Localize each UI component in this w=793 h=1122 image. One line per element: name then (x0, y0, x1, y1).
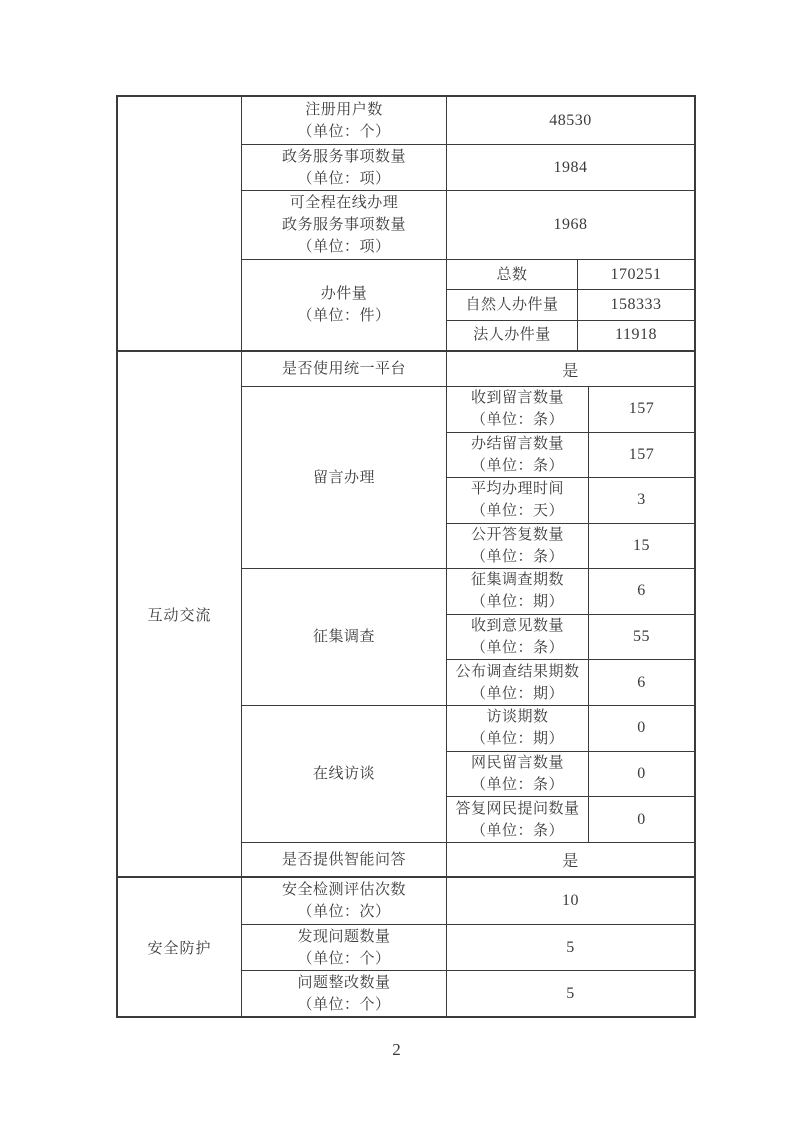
subrow-value: 15 (633, 536, 650, 554)
label-line: 留言办理 (312, 469, 375, 486)
group-transactions (242, 259, 694, 350)
subrow-value: 170251 (610, 265, 662, 283)
subrow-label (447, 615, 589, 660)
label-line: 答复网民提问数量 (455, 800, 580, 817)
unit-line: （单位：期） (470, 731, 564, 748)
row-value: 是 (562, 853, 579, 870)
section-security-body (242, 878, 694, 1016)
subrow-value: 55 (633, 628, 650, 645)
unit-line: （单位：期） (470, 685, 564, 702)
row-label (242, 971, 447, 1016)
subrow-label: 总数 (447, 260, 578, 289)
unit-line: （单位：件） (297, 308, 391, 324)
unit-line: （单位：天） (470, 503, 564, 520)
label-line: 发现问题数量 (297, 928, 391, 945)
subrow-value: 0 (637, 765, 646, 782)
subrow-label: 法人办件量 (447, 321, 578, 350)
label-line: 平均办理时间 (470, 481, 564, 498)
group-label (242, 260, 447, 350)
subrow-average-time (447, 477, 694, 523)
section-services (118, 97, 694, 350)
subrow-netizen-messages (447, 751, 694, 797)
subrow-label (447, 706, 589, 751)
row-label (242, 145, 447, 190)
category-cell-interaction: 互动交流 (118, 352, 242, 876)
subrow-public-replies (447, 523, 694, 569)
section-interaction (118, 350, 694, 876)
category-cell-empty (118, 97, 242, 350)
label-line: 注册用户数 (305, 101, 383, 118)
row-value: 是 (562, 362, 579, 380)
unit-line: （单位：条） (470, 412, 564, 429)
section-security (118, 876, 694, 1016)
subrow-messages-completed (447, 432, 694, 478)
row-label (242, 191, 447, 259)
subrow-opinions-received (447, 614, 694, 660)
row-online-service-items (242, 190, 694, 259)
row-value: 5 (566, 938, 575, 956)
label-line: 征集调查期数 (470, 572, 564, 589)
row-problems-rectified (242, 970, 694, 1016)
group-surveys-body (447, 569, 694, 705)
row-value: 10 (562, 892, 579, 909)
unit-line: （单位：项） (297, 239, 391, 255)
label-line: 可全程在线办理 (289, 195, 399, 211)
row-unified-platform (242, 352, 694, 386)
row-value: 1984 (553, 158, 588, 176)
subrow-value: 0 (637, 810, 646, 828)
row-value: 1968 (553, 216, 588, 233)
unit-line: （单位：个） (297, 123, 391, 140)
row-label (242, 97, 447, 144)
subrow-value: 0 (637, 719, 646, 737)
label-line: 征集调查 (312, 629, 375, 645)
subrow-label (447, 524, 589, 569)
row-service-items (242, 144, 694, 190)
section-interaction-body (242, 352, 694, 876)
label-line: 访谈期数 (486, 709, 549, 726)
label-line: 收到意见数量 (470, 618, 564, 634)
subrow-value: 158333 (610, 295, 662, 313)
subrow-label: 自然人办件量 (447, 290, 578, 319)
label-line: 办件量 (320, 286, 368, 302)
subrow-survey-periods (447, 569, 694, 614)
subrow-legal-person (447, 320, 694, 350)
unit-line: （单位：条） (470, 777, 564, 793)
label-line: 办结留言数量 (470, 435, 564, 452)
unit-line: （单位：条） (470, 548, 564, 565)
subrow-value: 157 (628, 400, 655, 418)
row-value: 5 (566, 984, 575, 1002)
label-line: 网民留言数量 (470, 755, 564, 771)
label-line: 公布调查结果期数 (455, 663, 580, 680)
label-line: 是否提供智能问答 (281, 851, 406, 868)
statistics-table (116, 95, 696, 1018)
subrow-value: 6 (637, 673, 646, 691)
row-security-assessments (242, 878, 694, 924)
subrow-messages-received (447, 387, 694, 432)
group-interviews (242, 705, 694, 842)
group-surveys (242, 568, 694, 705)
subrow-interview-periods (447, 706, 694, 751)
unit-line: （单位：条） (470, 457, 564, 474)
unit-line: （单位：条） (470, 822, 564, 839)
group-label (242, 706, 447, 842)
unit-line: （单位：次） (297, 904, 391, 920)
label-line: 在线访谈 (312, 766, 375, 782)
label-line: 问题整改数量 (297, 974, 391, 991)
group-label (242, 387, 447, 568)
subrow-label (447, 660, 589, 705)
unit-line: （单位：个） (297, 950, 391, 967)
group-message-handling (242, 386, 694, 568)
unit-line: （单位：条） (470, 640, 564, 656)
unit-line: （单位：期） (470, 594, 564, 611)
page-number: 2 (392, 1040, 401, 1059)
subrow-label (447, 433, 589, 478)
subrow-value: 157 (628, 445, 655, 463)
group-interviews-body (447, 706, 694, 842)
subrow-label (447, 387, 589, 432)
unit-line: （单位：项） (297, 170, 391, 187)
subrow-total (447, 260, 694, 289)
subrow-value: 6 (637, 582, 646, 600)
row-label (242, 843, 447, 876)
label-line: 安全检测评估次数 (281, 882, 406, 898)
label-line: 政务服务事项数量 (281, 148, 406, 165)
group-label (242, 569, 447, 705)
row-label (242, 925, 447, 970)
subrow-label (447, 569, 589, 614)
subrow-questions-answered (447, 796, 694, 842)
row-label (242, 878, 447, 924)
subrow-value: 3 (637, 491, 646, 509)
label-line: 是否使用统一平台 (281, 361, 406, 377)
row-value: 48530 (549, 111, 592, 129)
unit-line: （单位：个） (297, 996, 391, 1013)
subrow-results-published (447, 659, 694, 705)
subrow-label (447, 752, 589, 797)
subrow-label (447, 478, 589, 523)
row-label (242, 352, 447, 386)
category-cell-security: 安全防护 (118, 878, 242, 1016)
subrow-label (447, 797, 589, 842)
row-smart-qa (242, 842, 694, 876)
row-registered-users (242, 97, 694, 144)
subrow-natural-person (447, 289, 694, 319)
subrow-value: 11918 (615, 326, 657, 344)
group-message-handling-body (447, 387, 694, 568)
group-transactions-body (447, 260, 694, 350)
label-line: 政务服务事项数量 (281, 217, 406, 233)
section-services-body (242, 97, 694, 350)
label-line: 公开答复数量 (470, 526, 564, 543)
row-problems-found (242, 924, 694, 970)
label-line: 收到留言数量 (470, 390, 564, 407)
